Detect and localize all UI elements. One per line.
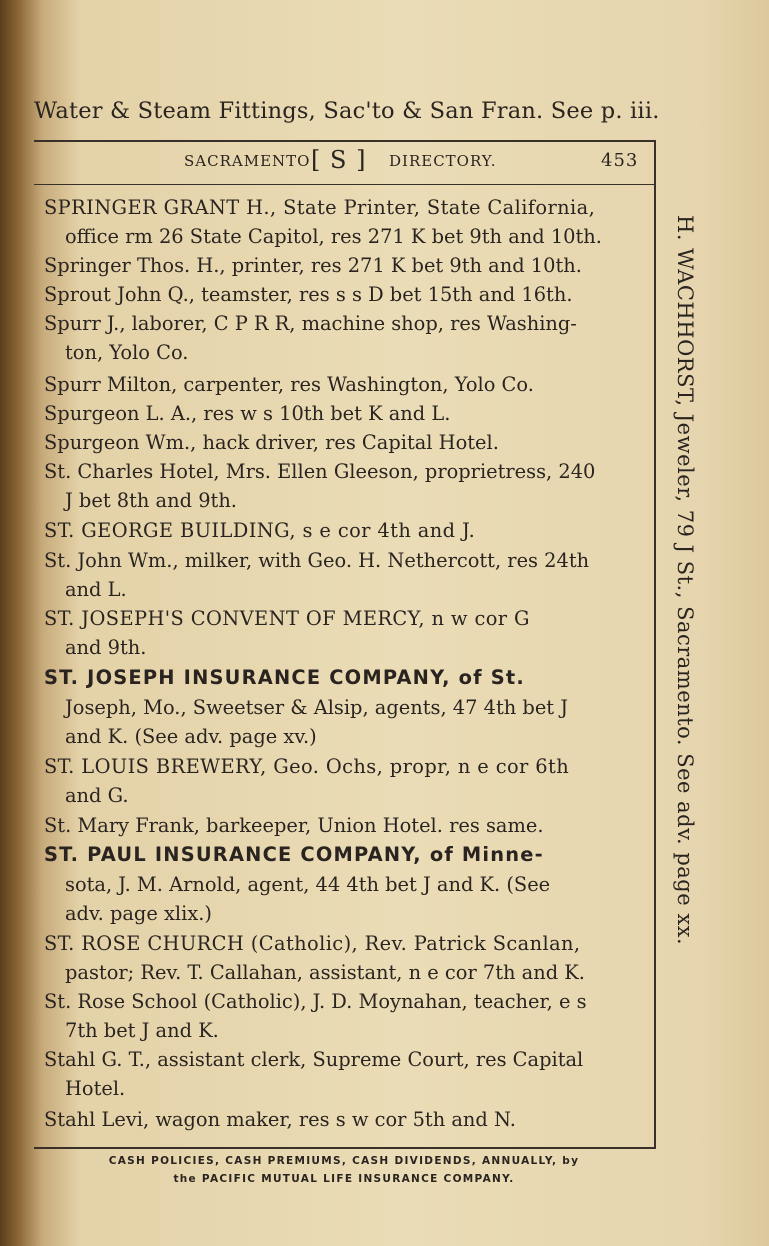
header-section: DIRECTORY. xyxy=(389,152,497,170)
page-number: 453 xyxy=(601,150,639,171)
entry-line: and L. xyxy=(65,578,127,601)
entry-line: and 9th. xyxy=(65,636,147,659)
header-city: SACRAMENTO xyxy=(184,152,311,170)
header-rule xyxy=(34,184,654,185)
entry-line: St. John Wm., milker, with Geo. H. Nethercott, res 24th xyxy=(44,549,590,572)
entry-line: ST. LOUIS BREWERY, Geo. Ochs, propr, n e cor 6th xyxy=(44,755,570,778)
footer-ad xyxy=(44,1152,644,1188)
entry-line: Joseph, Mo., Sweetser & Alsip, agents, 47 4th bet J xyxy=(65,696,569,719)
entry-line: ton, Yolo Co. xyxy=(65,341,189,364)
entry-line: and K. (See adv. page xv.) xyxy=(65,725,317,748)
footer-line-1: CASH POLICIES, CASH PREMIUMS, CASH DIVIDENDS, ANNUALLY, by xyxy=(108,1155,580,1167)
entry-line: ST. GEORGE BUILDING, s e cor 4th and J. xyxy=(44,519,476,542)
entry-line: Spurgeon L. A., res w s 10th bet K and L. xyxy=(44,402,451,425)
entry-line: office rm 26 State Capitol, res 271 K bet 9th and 10th. xyxy=(65,225,602,248)
entry-line: ST. ROSE CHURCH (Catholic), Rev. Patrick Scanlan, xyxy=(44,932,581,955)
header-letter: [ S ] xyxy=(311,146,367,174)
entry-line: sota, J. M. Arnold, agent, 44 4th bet J and K. (See xyxy=(65,873,551,896)
entry-line: Stahl Levi, wagon maker, res s w cor 5th and N. xyxy=(44,1108,516,1131)
side-margin-ad: H. WACHHORST, Jeweler, 79 J St., Sacramento. See adv. page xx. xyxy=(673,215,697,946)
entry-line: St. Charles Hotel, Mrs. Ellen Gleeson, proprietress, 240 xyxy=(44,460,596,483)
entry-line: Hotel. xyxy=(65,1077,126,1100)
entry-line: 7th bet J and K. xyxy=(65,1019,219,1042)
entry-line: pastor; Rev. T. Callahan, assistant, n e cor 7th and K. xyxy=(65,961,585,984)
entry-line: Stahl G. T., assistant clerk, Supreme Court, res Capital xyxy=(44,1048,584,1071)
entry-line: Springer Thos. H., printer, res 271 K bet 9th and 10th. xyxy=(44,254,582,277)
top-banner-ad: Water & Steam Fittings, Sac'to & San Fran. See p. iii. xyxy=(34,98,660,124)
entry-line: Spurr J., laborer, C P R R, machine shop, res Washing- xyxy=(44,312,577,335)
entry-line: Spurr Milton, carpenter, res Washington, Yolo Co. xyxy=(44,373,534,396)
entry-line: J bet 8th and 9th. xyxy=(65,489,237,512)
footer-line-2: the PACIFIC MUTUAL LIFE INSURANCE COMPANY. xyxy=(173,1173,515,1185)
entry-line: St. Rose School (Catholic), J. D. Moynahan, teacher, e s xyxy=(44,990,587,1013)
entry-line: SPRINGER GRANT H., State Printer, State California, xyxy=(44,196,596,219)
entry-line: ST. JOSEPH'S CONVENT OF MERCY, n w cor G xyxy=(44,607,530,630)
entry-line: St. Mary Frank, barkeeper, Union Hotel. res same. xyxy=(44,814,544,837)
entry-line: Spurgeon Wm., hack driver, res Capital Hotel. xyxy=(44,431,499,454)
entry-line: Sprout John Q., teamster, res s s D bet 15th and 16th. xyxy=(44,283,573,306)
entry-line: ST. JOSEPH INSURANCE COMPANY, of St. xyxy=(44,666,525,689)
entry-line: ST. PAUL INSURANCE COMPANY, of Minne- xyxy=(44,843,544,866)
entry-line: adv. page xlix.) xyxy=(65,902,212,925)
running-header xyxy=(34,146,639,178)
entry-line: and G. xyxy=(65,784,129,807)
